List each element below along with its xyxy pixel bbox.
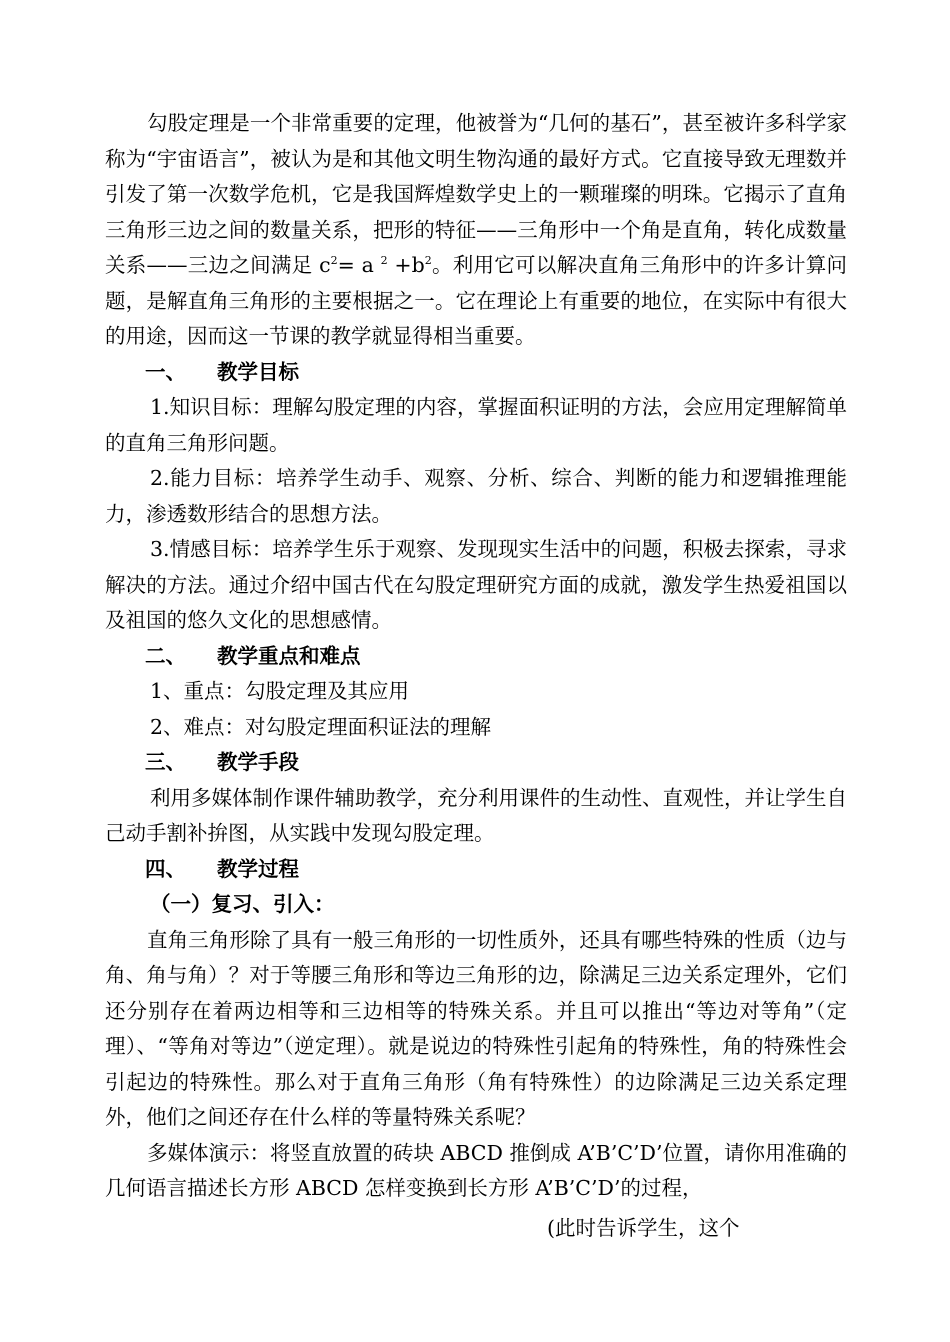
trailing-note: (此时告诉学生，这个 xyxy=(547,1215,740,1240)
section-number: 四、 xyxy=(145,856,186,881)
process-paragraph-1: 直角三角形除了具有一般三角形的一切性质外，还具有哪些特殊的性质（边与角、角与角）？对于等腰三角形和等边三角形的边，除满足三边关系定理外，它们还分别存在着两边相等和三边相等的特殊关系。并且可以推出“等边对等角”（定理）、“等角对等边”（逆定理）。就是说边的特殊性引起角的特殊性，角的特殊性会引起边的特殊性。那么对于直角三角形（角有特殊性）的边除满足三边关系定理外，他们之间还存在什么样的等量特殊关系呢？ xyxy=(105,927,847,1129)
section-title: 教学手段 xyxy=(217,750,299,774)
superscript-2: 2 xyxy=(424,254,432,268)
objective-item: 2.能力目标：培养学生动手、观察、分析、综合、判断的能力和逻辑推理能力，渗透数形结合的思想方法。 xyxy=(105,466,847,526)
superscript-2: 2 xyxy=(330,254,338,268)
formula-part-b: +b xyxy=(387,253,425,277)
intro-paragraph xyxy=(105,106,847,355)
intro-text-part1: 勾股定理是一个非常重要的定理，他被誉为“几何的基石”，甚至被许多科学家称为“宇宙语言”，被认为是和其他文明生物沟通的最好方式。它直接导致无理数并引发了第一次数学危机，它是我国辉煌数学史上的一颗璀璨的明珠。它揭示了直角三角形三边之间的数量关系，把形的特征——三角形中一个角是直角，转化成数量关系——三边之间满足 c xyxy=(105,111,847,277)
section-number: 二、 xyxy=(145,643,186,668)
process-paragraph-2: 多媒体演示：将竖直放置的砖块 ABCD 推倒成 A’B’C’D’位置，请你用准确的几何语言描述长方形 ABCD 怎样变换到长方形 A’B’C’D’的过程， xyxy=(105,1140,847,1200)
means-paragraph: 利用多媒体制作课件辅助教学，充分利用课件的生动性、直观性，并让学生自己动手割补拚图，从实践中发现勾股定理。 xyxy=(105,785,847,845)
objective-item: 1.知识目标：理解勾股定理的内容，掌握面积证明的方法，会应用定理解简单的直角三角形问题。 xyxy=(105,395,847,455)
section-heading-2 xyxy=(105,639,847,675)
objective-item: 3.情感目标：培养学生乐于观察、发现现实生活中的问题，积极去探索，寻求解决的方法。通过介绍中国古代在勾股定理研究方面的成就，激发学生热爱祖国以及祖国的悠久文化的思想感情。 xyxy=(105,537,847,632)
section-number: 三、 xyxy=(145,750,186,774)
section-title: 教学重点和难点 xyxy=(217,643,361,668)
section-heading-1 xyxy=(105,355,847,391)
document-body xyxy=(105,106,847,1246)
keypoint-item: 1、重点：勾股定理及其应用 xyxy=(150,679,410,703)
section-heading-3 xyxy=(105,745,847,781)
superscript-2: 2 xyxy=(380,254,388,268)
section-title: 教学过程 xyxy=(217,856,299,881)
section-title: 教学目标 xyxy=(217,359,299,384)
keypoint-item: 2、难点：对勾股定理面积证法的理解 xyxy=(150,714,492,739)
section-heading-4 xyxy=(105,852,847,888)
subheading-review: （一）复习、引入： xyxy=(150,892,335,916)
intro-text-part2: 。利用它可以解决直角三角形中的许多计算问题，是解直角三角形的主要根据之一。它在理论上有重要的地位，在实际中有很大的用途，因而这一节课的教学就显得相当重要。 xyxy=(105,253,848,348)
section-number: 一、 xyxy=(145,359,186,384)
formula-part-a: = a xyxy=(337,253,381,277)
